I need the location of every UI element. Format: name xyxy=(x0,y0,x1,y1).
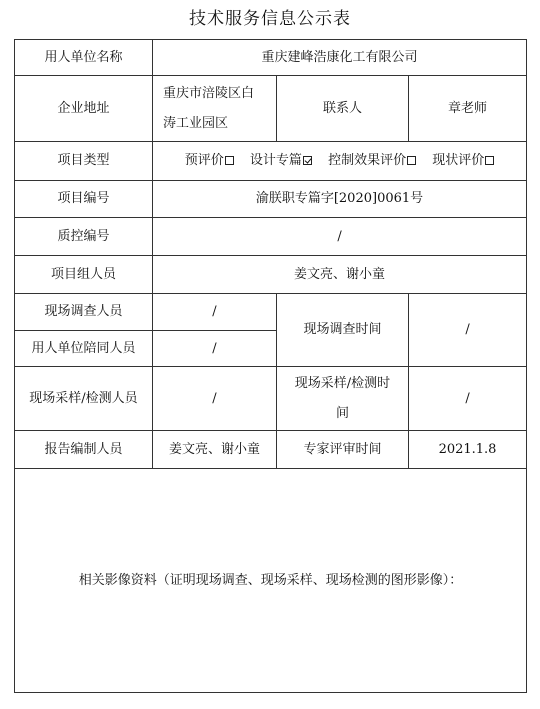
contact-label: 联系人 xyxy=(277,76,409,142)
row-employer xyxy=(15,40,527,76)
checkbox-icon xyxy=(407,156,416,165)
checkbox-checked-icon xyxy=(303,156,312,165)
sampling-time-label xyxy=(277,367,409,431)
row-address xyxy=(15,76,527,142)
row-team xyxy=(15,256,527,294)
contact-value: 章老师 xyxy=(409,76,527,142)
survey-staff-label: 现场调查人员 xyxy=(15,294,153,331)
row-photos xyxy=(15,469,527,693)
qc-no-value: / xyxy=(153,218,527,256)
team-value: 姜文亮、谢小童 xyxy=(153,256,527,294)
project-type-label: 项目类型 xyxy=(15,142,153,181)
project-no-label: 项目编号 xyxy=(15,181,153,218)
sampling-staff-label: 现场采样/检测人员 xyxy=(15,367,153,431)
sampling-staff-value: / xyxy=(153,367,277,431)
project-type-pre-evaluation xyxy=(185,153,234,168)
project-type-options xyxy=(153,142,527,181)
sampling-time-label-line-1: 现场采样/检测时 xyxy=(294,375,391,391)
row-report xyxy=(15,431,527,469)
row-survey-staff xyxy=(15,294,527,331)
project-type-status-evaluation xyxy=(432,153,494,168)
review-time-label: 专家评审时间 xyxy=(277,431,409,469)
employer-value: 重庆建峰浩康化工有限公司 xyxy=(153,40,527,76)
row-project-no xyxy=(15,181,527,218)
sampling-time-label-line-2: 间 xyxy=(335,405,349,421)
photos-label: 相关影像资料（证明现场调查、现场采样、现场检测的图形影像）： xyxy=(78,572,463,588)
report-staff-value: 姜文亮、谢小童 xyxy=(153,431,277,469)
checkbox-icon xyxy=(225,156,234,165)
escort-value: / xyxy=(153,331,277,367)
survey-staff-value: / xyxy=(153,294,277,331)
survey-time-label: 现场调查时间 xyxy=(277,294,409,367)
checkbox-icon xyxy=(485,156,494,165)
option-label: 设计专篇 xyxy=(249,153,302,168)
escort-label: 用人单位陪同人员 xyxy=(15,331,153,367)
page-title: 技术服务信息公示表 xyxy=(189,9,351,29)
project-type-design-special xyxy=(250,153,312,168)
survey-time-value: / xyxy=(409,294,527,367)
row-project-type xyxy=(15,142,527,181)
address-line-1: 重庆市涪陵区白 xyxy=(163,85,255,101)
option-label: 现状评价 xyxy=(432,153,485,168)
employer-label: 用人单位名称 xyxy=(15,40,153,76)
sampling-time-value: / xyxy=(409,367,527,431)
address-line-2: 涛工业园区 xyxy=(163,115,229,131)
row-sampling xyxy=(15,367,527,431)
row-qc-no xyxy=(15,218,527,256)
address-label: 企业地址 xyxy=(15,76,153,142)
option-label: 控制效果评价 xyxy=(328,153,407,168)
project-no-value: 渝朕职专篇字[2020]0061号 xyxy=(153,181,527,218)
info-table xyxy=(14,39,527,693)
qc-no-label: 质控编号 xyxy=(15,218,153,256)
review-time-value: 2021.1.8 xyxy=(409,431,527,469)
address-value xyxy=(153,76,277,142)
photos-area xyxy=(15,469,527,693)
team-label: 项目组人员 xyxy=(15,256,153,294)
option-label: 预评价 xyxy=(184,153,224,168)
report-staff-label: 报告编制人员 xyxy=(15,431,153,469)
project-type-control-effect xyxy=(328,153,416,168)
